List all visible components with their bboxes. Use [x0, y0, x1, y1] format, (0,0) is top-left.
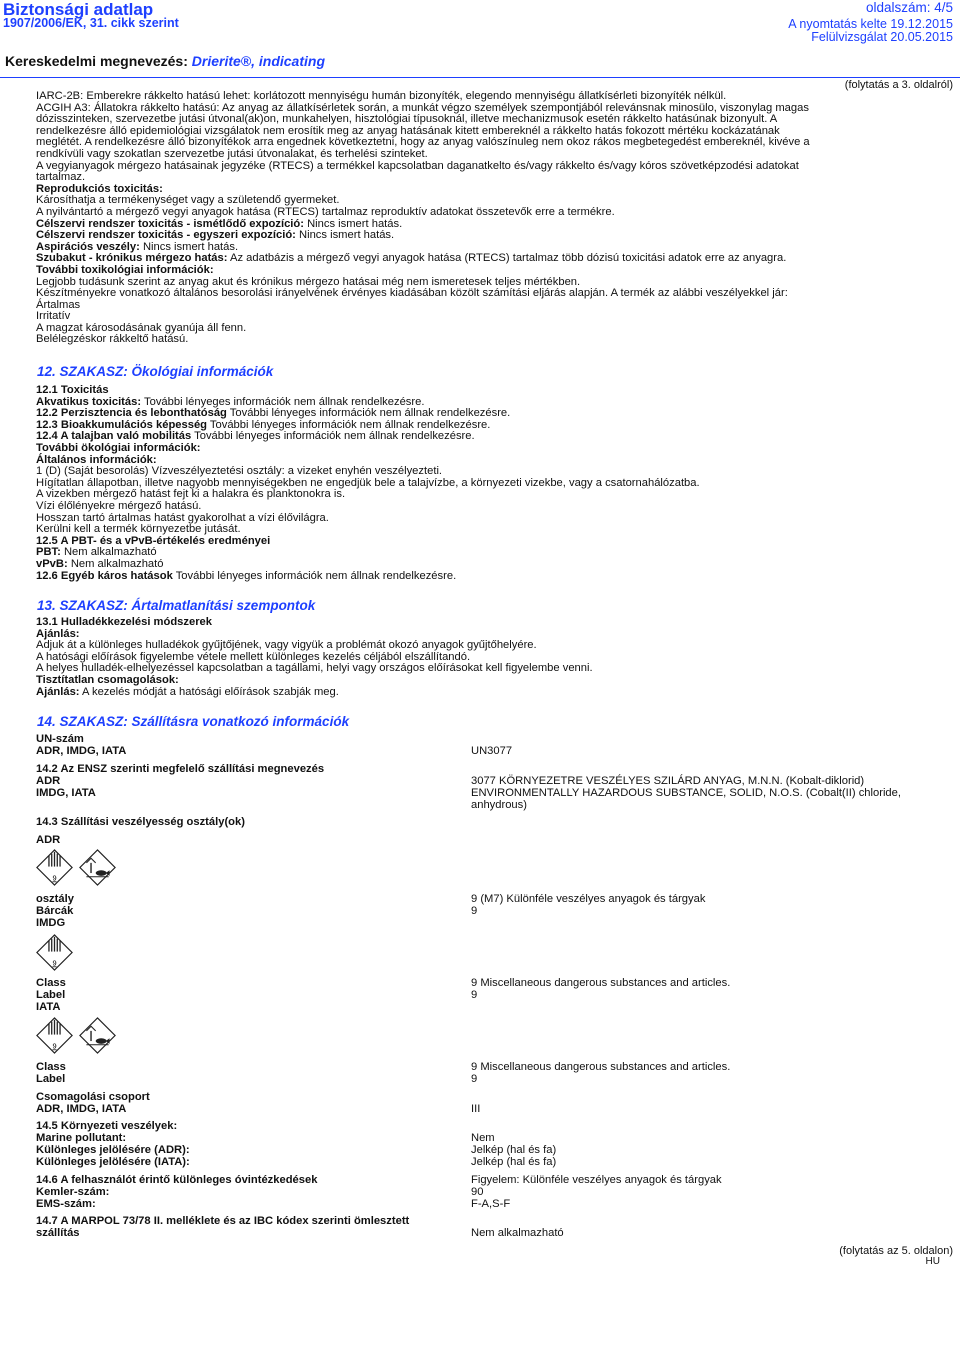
recommendation-text: Adjuk át a különleges hulladékok gyűjtőjének, vagy vigyük a problémát okozó anyagok gyűjtőhelyére. — [36, 639, 537, 652]
product-line — [5, 53, 325, 69]
further-tox-label: További toxikológiai információk: — [36, 263, 214, 276]
iata-label-value: 9 — [471, 1073, 478, 1085]
bioaccumulation-value: További lényeges információk nem állnak rendelkezésre. — [209, 418, 491, 431]
packaging-rec-value: A kezelés módját a hatósági előírások szabják meg. — [82, 685, 339, 698]
marine-pollutant-label: Marine pollutant: — [36, 1132, 127, 1144]
imdg-mode: IMDG — [36, 917, 66, 929]
ems-label: EMS-szám: — [36, 1198, 96, 1210]
env-hazards-label: 14.5 Környezeti veszélyek: — [36, 1120, 178, 1132]
pbt-label: PBT: — [36, 546, 61, 559]
acgih-line: ACGIH A3: Állatokra rákkelto hatású: Az anyag az állatkísérletek során, a munkát végzo személyek szempontjából relevánsnak minosülo, viszonylag magas — [36, 101, 809, 114]
vpvb-value: Nem alkalmazható — [70, 557, 164, 570]
adr-pictograms — [36, 849, 118, 891]
un-number-label: UN-szám — [36, 733, 84, 745]
recommendation-text: A hatósági előírások figyelembe vétele mellett különleges kezelés céljából elszállítandó. — [36, 650, 471, 663]
svg-text:9: 9 — [52, 1041, 57, 1051]
vpvb-label: vPvB: — [36, 557, 68, 570]
subacute-value: Az adatbázis a mérgező vegyi anyagok hatása (RTECS) tartalmaz több dózisú toxicitási adatok erre az anyagra. — [229, 252, 787, 265]
water-hazard-class: 1 (D) (Saját besorolás) Vízveszélyeztetési osztály: a vizeket enyhén veszélyezteti. — [36, 465, 443, 478]
psn-label: 14.2 Az ENSZ szerinti megfelelő szállítási megnevezés — [36, 763, 325, 775]
pbt-heading: 12.5 A PBT- és a vPvB-értékelés eredményei — [36, 534, 271, 547]
subacute-label: Szubakut - krónikus mérgezo hatás: — [36, 252, 228, 265]
page-number: oldalszám: 4/5 — [865, 0, 953, 15]
kemler-label: Kemler-szám: — [36, 1186, 110, 1198]
repro-text: Károsíthatja a termékenységet vagy a születendő gyermeket. — [36, 194, 340, 207]
product-name: Drierite®, indicating — [191, 53, 325, 69]
marking-adr-value: Jelkép (hal és fa) — [471, 1144, 557, 1156]
acgih-line: dózisszinteken, szervezetbe jutási útvonal(ak)on, munkahelyen, hisztológiai típusoknál, illetve mechanizmusok esetén rákkelto hatásúnak bizonyult. A — [36, 113, 778, 126]
aquatic-toxicity-value: További lényeges információk nem állnak rendelkezésre. — [144, 395, 425, 408]
eco-text: Vízi élőlényekre mérgező hatású. — [36, 499, 202, 512]
iata-mode: IATA — [36, 1001, 61, 1013]
repro-rtecs: A nyilvántartó a mérgező vegyi anyagok hatása (RTECS) tartalmaz reproduktív adatokat összetevők erre a termékre. — [36, 205, 615, 218]
adr-barcak-value: 9 — [471, 905, 478, 917]
adr-class-label: osztály — [36, 893, 74, 905]
marpol-label: 14.7 A MARPOL 73/78 II. melléklete és az IBC kódex szerinti ömlesztett — [36, 1215, 410, 1227]
adr-class-value: 9 (M7) Különféle veszélyes anyagok és tárgyak — [471, 893, 706, 905]
section-13-body — [36, 617, 936, 698]
waste-methods: 13.1 Hulladékkezelési módszerek — [36, 616, 212, 628]
persistence-label: 12.2 Perzisztencia és lebonthatóság — [36, 407, 227, 420]
packaging-rec-label: Ajánlás: — [36, 685, 80, 698]
packing-group-modes: ADR, IMDG, IATA — [36, 1103, 127, 1115]
iata-class-value: 9 Miscellaneous dangerous substances and articles. — [471, 1061, 731, 1073]
toxicology-continuation — [36, 91, 956, 346]
continued-on: (folytatás az 5. oldalon) — [839, 1245, 953, 1257]
eco-text: Hosszan tartó ártalmas hatást gyakorolhat a vízi élővilágra. — [36, 511, 329, 524]
ems-value: F-A,S-F — [471, 1198, 511, 1210]
un-number-value: UN3077 — [471, 745, 513, 757]
rtecs-line: tartalmaz. — [36, 171, 86, 184]
pbt-value: Nem alkalmazható — [63, 546, 157, 559]
stot-re-value: Nincs ismert hatás. — [307, 217, 403, 230]
recommendation-text: A helyes hulladék-elhelyezéssel kapcsolatban a tagállami, helyi vagy országos előírásokat kell figyelembe venni. — [36, 662, 593, 675]
environment-hazard-icon — [79, 1017, 116, 1054]
mobility-value: További lényeges információk nem állnak rendelkezésre. — [194, 430, 475, 443]
marpol-label-2: szállítás — [36, 1227, 80, 1239]
psn-imdg-label: IMDG, IATA — [36, 787, 96, 799]
svg-text:9: 9 — [52, 958, 57, 968]
precautions-label: 14.6 A felhasználót érintő különleges óvintézkedések — [36, 1174, 318, 1186]
language-code: HU — [925, 1256, 940, 1267]
packing-group-value: III — [471, 1103, 481, 1115]
header-divider — [0, 77, 960, 78]
marking-adr-label: Különleges jelölésére (ADR): — [36, 1144, 190, 1156]
bioaccumulation-label: 12.3 Bioakkumulációs képesség — [36, 418, 208, 431]
persistence-value: További lényeges információk nem állnak rendelkezésre. — [229, 407, 511, 420]
further-tox-text: Legjobb tudásunk szerint az anyag akut és krónikus mérgezo hatásai még nem ismeretesek teljes mértékben. — [36, 275, 581, 288]
marking-iata-label: Különleges jelölésére (IATA): — [36, 1156, 190, 1168]
eco-text: Hígítatlan állapotban, illetve nagyobb mennyiségekben ne engedjük bele a talajvízbe, a környezeti vizekbe, vagy a csatornahálózatba. — [36, 476, 700, 489]
psn-adr-label: ADR — [36, 775, 61, 787]
packaging-label: Tisztítatlan csomagolások: — [36, 673, 179, 686]
kemler-value: 90 — [471, 1186, 484, 1198]
hazard-belelegzes: Belélegzéskor rákkeltő hatású. — [36, 333, 189, 346]
toxicity-number: 12.1 Toxicitás — [36, 384, 109, 396]
stot-se-label: Célszervi rendszer toxicitás - egyszeri expozíció: — [36, 229, 296, 242]
stot-re-label: Célszervi rendszer toxicitás - ismétlődő expozíció: — [36, 217, 304, 230]
class9-diamond-icon — [36, 1017, 73, 1054]
marpol-value: Nem alkalmazható — [471, 1227, 564, 1239]
packing-group-label: Csomagolási csoport — [36, 1091, 150, 1103]
eco-text: Kerülni kell a termék környezetbe jutását. — [36, 523, 241, 536]
eco-info-label: További ökológiai információk: — [36, 441, 201, 454]
un-modes: ADR, IMDG, IATA — [36, 745, 127, 757]
section-14-heading: 14. SZAKASZ: Szállításra vonatkozó információk — [37, 714, 350, 729]
iata-class-label: Class — [36, 1061, 66, 1073]
other-effects-value: További lényeges információk nem állnak rendelkezésre. — [175, 569, 457, 582]
iata-label-label: Label — [36, 1073, 66, 1085]
section-12-heading: 12. SZAKASZ: Ökológiai információk — [37, 364, 274, 379]
document-title: Biztonsági adatlap — [3, 0, 154, 19]
class9-diamond-icon — [36, 934, 73, 971]
hazard-artalmas: Ártalmas — [36, 298, 81, 311]
transport-class-label: 14.3 Szállítási veszélyesség osztály(ok) — [36, 816, 245, 828]
aspiration-value: Nincs ismert hatás. — [142, 240, 239, 253]
stot-se-value: Nincs ismert hatás. — [299, 229, 395, 242]
general-info-label: Általános információk: — [36, 453, 157, 466]
hazard-magzat: A magzat károsodásának gyanúja áll fenn. — [36, 321, 247, 334]
hazard-irritativ: Irritatív — [36, 310, 71, 323]
print-date: A nyomtatás kelte 19.12.2015 — [788, 17, 953, 31]
review-date: Felülvizsgálat 20.05.2015 — [811, 30, 953, 44]
precautions-value: Figyelem: Különféle veszélyes anyagok és tárgyak — [471, 1174, 722, 1186]
imdg-pictograms — [36, 934, 75, 976]
marking-iata-value: Jelkép (hal és fa) — [471, 1156, 557, 1168]
acgih-line: rendkívüli vagy szokatlan szervezetbe jutási útvonalakat, és terhelési szinteket. — [36, 147, 428, 160]
mobility-label: 12.4 A talajban való mobilitás — [36, 430, 192, 443]
adr-mode: ADR — [36, 834, 61, 846]
other-effects-label: 12.6 Egyéb káros hatások — [36, 569, 173, 582]
environment-hazard-icon — [79, 849, 116, 886]
imdg-label-value: 9 — [471, 989, 478, 1001]
repro-label: Reprodukciós toxicitás: — [36, 182, 163, 195]
recommendation-label: Ajánlás: — [36, 627, 80, 640]
psn-imdg-value: ENVIRONMENTALLY HAZARDOUS SUBSTANCE, SOLID, N.O.S. (Cobalt(II) chloride, anhydrous) — [471, 787, 901, 811]
acgih-line: rendelkezésre álló epidemiológiai vizsgálatok nem erosítik meg az anyag hatásának kitett embereknél a rákkelto hatás fokozott mértéku kockázatának — [36, 124, 780, 137]
svg-text:9: 9 — [52, 873, 57, 883]
imdg-class-label: Class — [36, 977, 66, 989]
marine-pollutant-value: Nem — [471, 1132, 495, 1144]
imdg-label-label: Label — [36, 989, 66, 1001]
document-subtitle: 1907/2006/EK, 31. cikk szerint — [3, 16, 179, 30]
imdg-class-value: 9 Miscellaneous dangerous substances and articles. — [471, 977, 731, 989]
section-13-heading: 13. SZAKASZ: Ártalmatlanítási szempontok — [37, 598, 316, 613]
eco-text: A vizekben mérgező hatást fejt ki a halakra és planktonokra is. — [36, 488, 346, 501]
product-label: Kereskedelmi megnevezés: — [5, 53, 188, 69]
further-tox-text: Készítményekre vonatkozó általános besorolási irányelvének érvényes kiadásában közölt számítási eljárás alapján. A termék az alábbi veszélyekkel jár: — [36, 287, 788, 300]
aspiration-label: Aspirációs veszély: — [36, 240, 140, 253]
iata-pictograms — [36, 1017, 118, 1059]
acgih-line: meglétét. A rendelkezésre álló bizonyítékok arra engednek következtetni, hogy az anyag valószínuleg nem okoz rákos megbetegedést embereknél, kivéve a — [36, 136, 810, 149]
aquatic-toxicity-label: Akvatikus toxicitás: — [36, 395, 142, 408]
adr-barcak-label: Bárcák — [36, 905, 74, 917]
psn-adr-value: 3077 KÖRNYEZETRE VESZÉLYES SZILÁRD ANYAG, M.N.N. (Kobalt-diklorid) — [471, 775, 865, 787]
section-12-body — [36, 385, 936, 582]
rtecs-line: A vegyianyagok mérgezo hatásainak jegyzéke (RTECS) a termékkel kapcsolatban daganatkelto és/vagy rákkelto és/vagy kóros szövetképzodési adatokat — [36, 159, 799, 172]
class9-diamond-icon — [36, 849, 73, 886]
continued-from: (folytatás a 3. oldalról) — [844, 79, 953, 91]
iarc-text: IARC-2B: Emberekre rákkelto hatású lehet: korlátozott mennyiségu humán bizonyíték, elegendo mennyiségu állatkísérleti bizonyíték nélkül. — [36, 90, 727, 102]
